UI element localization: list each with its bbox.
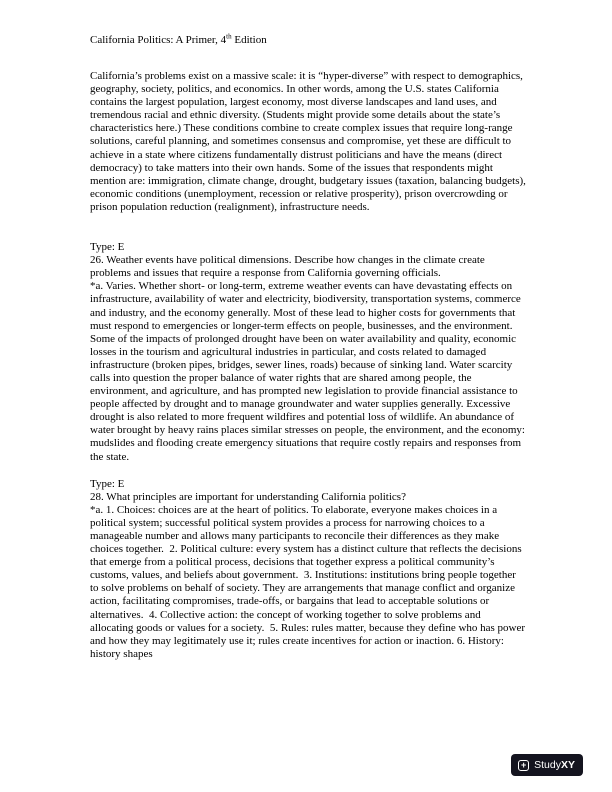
question-26-text: 26. Weather events have political dimensions. Describe how changes in the climate create problems and issues that require a response from California governing officials. xyxy=(90,254,488,280)
brand-name xyxy=(534,759,575,771)
question-28-answer: *a. 1. Choices: choices are at the heart of politics. To elaborate, everyone makes choices in a political system; successful political system provides a process for narrowing choices to a manageable number and allows many participants to reconcile their differences as they make choices together. 2. Political culture: every system has a distinct culture that reflects the decisions that emerge from a political process, decisions that together express a political community’s customs, values, and beliefs about government. 3. Institutions: institutions bring people together to solve problems on behalf of society. They are arrangements that manage conflict and organize action, facilitating compromises, trade-offs, or bargains that lead to acceptable solutions or alternatives. 4. Collective action: the concept of working together to solve problems and allocating goods or values for a society. 5. Rules: rules matter, because they define who has power and how they may legitimately use it; rules create incentives for action or inaction. 6. History: history shapes xyxy=(90,503,528,660)
header-title-superscript: th xyxy=(226,32,232,41)
question-28-section xyxy=(90,478,526,661)
header-title-prefix: California Politics: A Primer, 4 xyxy=(90,34,227,46)
question-28-text: 28. What principles are important for understanding California politics? xyxy=(90,490,406,503)
plus-icon: + xyxy=(518,760,529,771)
header-title-suffix: Edition xyxy=(231,34,267,46)
brand-name-bold: XY xyxy=(560,759,575,771)
question-28-type-label: Type: E xyxy=(90,477,125,490)
brand-name-regular: Study xyxy=(534,759,561,771)
document-body xyxy=(90,70,529,661)
studyxy-logo xyxy=(511,754,583,776)
question-26-answer: *a. Varies. Whether short- or long-term, extreme weather events can have devastating effects on infrastructure, availability of water and electricity, biodiversity, transportation systems, commerce and industry, and the economy generally. Most of these lead to higher costs for governments that must respond to emergencies or longer-term effects on people, businesses, and the environment. Some of the impacts of prolonged drought have been on water availability and quality, economic losses in the tourism and agricultural industries in particular, and costs related to damaged infrastructure (broken pipes, bridges, sewer lines, roads) because of sinking land. Water scarcity calls into question the proper balance of water rights that are shared among people, the environment, and agriculture, and has prompted new legislation to provide financial assistance to people affected by drought and to manage groundwater and water supplies generally. Excessive drought is also related to more frequent wildfires and potential loss of wildlife. An abundance of water brought by heavy rains places similar stresses on people, the environment, and the economy: mudslides and flooding create emergency situations that require costly repairs and responses from the state. xyxy=(90,280,528,463)
answer-continuation-paragraph: California’s problems exist on a massive scale: it is “hyper-diverse” with respect to demographics, geography, society, politics, and economics. In other words, among the U.S. states California contains the largest population, largest economy, most diverse landscapes and land uses, and tremendous racial and ethnic diversity. (Students might provide some details about the state’s characteristics here.) These conditions combine to create complex issues that require long-range solutions, careful planning, and sometimes consensus and compromise, yet these are difficult to achieve in a state where citizens fundamentally distrust politicians and have the means (direct democracy) to take matters into their own hands. Some of the issues that respondents might mention are: immigration, climate change, drought, budgetary issues (taxation, balancing budgets), economic conditions (unemployment, recession or relative prosperity), prison overcrowding or prison population reduction (realignment), infrastructure needs. xyxy=(90,70,529,213)
question-26-type-label: Type: E xyxy=(90,241,125,254)
page-header xyxy=(90,34,267,47)
question-26-section xyxy=(90,241,526,464)
